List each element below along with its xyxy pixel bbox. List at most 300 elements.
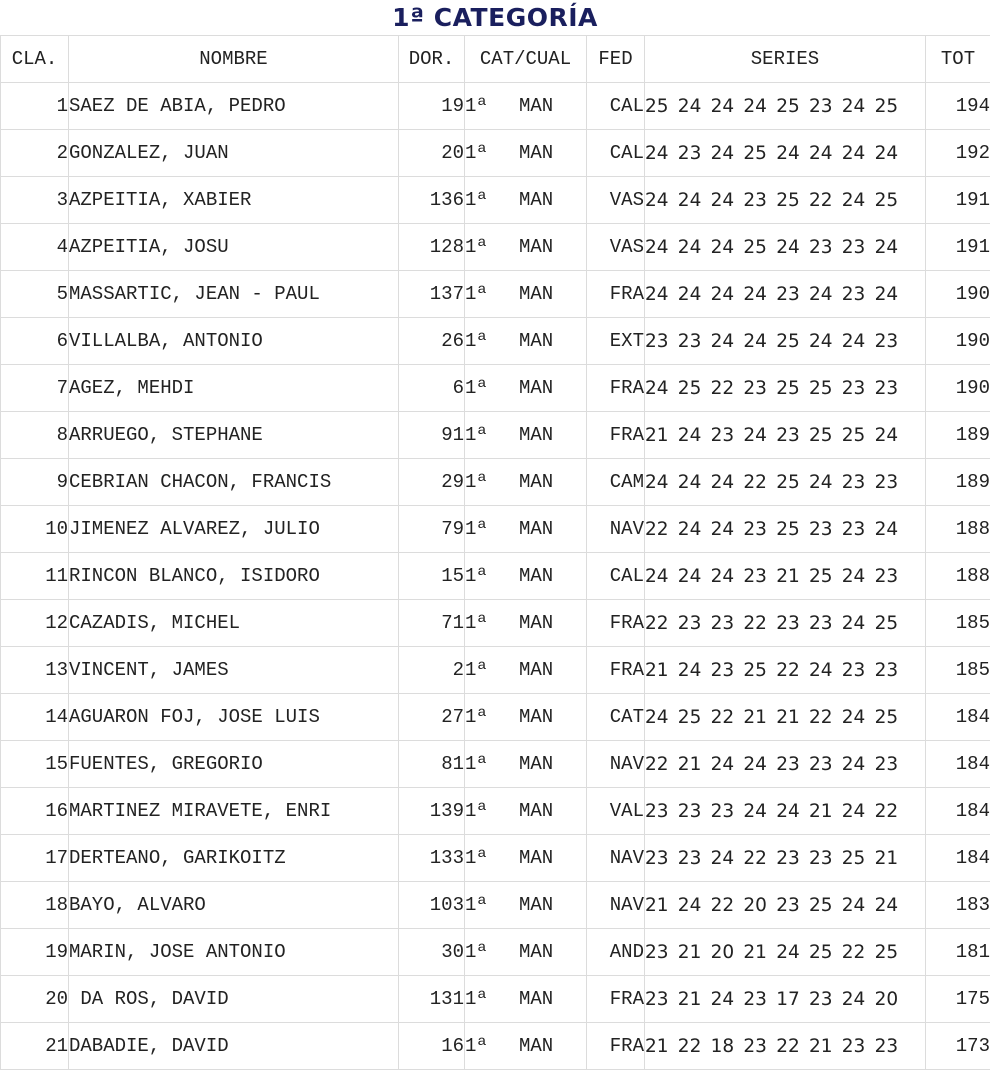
qualification: MAN — [519, 330, 554, 352]
athlete-name: MASSARTIC, JEAN - PAUL — [69, 283, 320, 305]
category-level: 1ª — [465, 847, 488, 869]
series-score: 23 — [841, 659, 866, 681]
series-score: 25 — [776, 518, 800, 540]
category-level: 1ª — [465, 706, 488, 728]
cell-nombre — [69, 741, 399, 788]
table-row — [1, 83, 990, 130]
series-score: 25 — [743, 659, 767, 681]
cell-nombre — [69, 506, 399, 553]
cell-tot: 185 — [926, 600, 990, 647]
qualification: MAN — [519, 142, 554, 164]
cell-nombre — [69, 318, 399, 365]
table-row — [1, 271, 990, 318]
category-level: 1ª — [465, 941, 488, 963]
table-row — [1, 929, 990, 976]
category-level: 1ª — [465, 95, 488, 117]
series-score: 25 — [874, 612, 899, 634]
qualification: MAN — [519, 988, 554, 1010]
cell-dor: 91 — [399, 412, 465, 459]
series-score: 25 — [743, 236, 767, 258]
cell-nombre — [69, 177, 399, 224]
cell-fed: FRA — [587, 1023, 645, 1070]
header-cat-cual: CAT/CUAL — [465, 36, 587, 83]
cell-series — [645, 1023, 926, 1070]
series-score: 25 — [677, 377, 702, 399]
cell-dor: 128 — [399, 224, 465, 271]
series-score: 24 — [808, 330, 833, 352]
table-row — [1, 976, 990, 1023]
table-row — [1, 835, 990, 882]
series-score: 21 — [677, 941, 702, 963]
cell-tot: 184 — [926, 741, 990, 788]
table-row — [1, 788, 990, 835]
series-score: 21 — [808, 800, 833, 822]
series-score: 24 — [841, 95, 866, 117]
cell-series — [645, 647, 926, 694]
cell-cat-cual — [465, 600, 587, 647]
series-score: 23 — [808, 988, 833, 1010]
cell-cat-cual — [465, 506, 587, 553]
cell-tot: 190 — [926, 318, 990, 365]
series-score: 23 — [776, 753, 800, 775]
athlete-name: VINCENT, JAMES — [69, 659, 229, 681]
qualification: MAN — [519, 706, 554, 728]
series-score: 24 — [808, 283, 833, 305]
series-score: 22 — [841, 941, 866, 963]
series-score: 23 — [874, 377, 899, 399]
table-row — [1, 647, 990, 694]
series-score: 23 — [710, 424, 735, 446]
series-score: 24 — [710, 471, 735, 493]
series-score: 24 — [743, 753, 767, 775]
table-body — [1, 83, 990, 1070]
series-score: 23 — [874, 1035, 899, 1057]
athlete-name: RINCON BLANCO, ISIDORO — [69, 565, 320, 587]
cell-fed: CAL — [587, 83, 645, 130]
cell-tot: 190 — [926, 271, 990, 318]
series-score: 24 — [710, 236, 735, 258]
table-row — [1, 130, 990, 177]
series-score: 20 — [710, 941, 735, 963]
series-score: 21 — [776, 565, 800, 587]
table-row — [1, 1023, 990, 1070]
series-score: 24 — [677, 424, 702, 446]
cell-tot: 184 — [926, 788, 990, 835]
series-score: 24 — [808, 142, 833, 164]
series-score: 23 — [677, 847, 702, 869]
cell-nombre — [69, 788, 399, 835]
series-score: 23 — [645, 800, 669, 822]
cell-tot: 188 — [926, 553, 990, 600]
cell-cla: 2 — [1, 130, 69, 177]
qualification: MAN — [519, 95, 554, 117]
qualification: MAN — [519, 753, 554, 775]
cell-dor: 2 — [399, 647, 465, 694]
series-score: 24 — [841, 988, 866, 1010]
series-score: 25 — [874, 941, 899, 963]
qualification: MAN — [519, 424, 554, 446]
series-score: 24 — [874, 894, 899, 916]
qualification: MAN — [519, 659, 554, 681]
series-score: 25 — [743, 142, 767, 164]
series-score: 24 — [874, 142, 899, 164]
series-score: 24 — [841, 612, 866, 634]
cell-dor: 136 — [399, 177, 465, 224]
cell-nombre — [69, 600, 399, 647]
category-level: 1ª — [465, 565, 488, 587]
series-score: 23 — [776, 283, 800, 305]
series-score: 22 — [645, 518, 669, 540]
series-score: 23 — [743, 377, 767, 399]
series-score: 24 — [743, 283, 767, 305]
cell-cla: 20 — [1, 976, 69, 1023]
series-score: 23 — [841, 518, 866, 540]
series-score: 23 — [841, 471, 866, 493]
cell-cla: 15 — [1, 741, 69, 788]
cell-series — [645, 788, 926, 835]
series-score: 24 — [645, 189, 669, 211]
series-score: 18 — [710, 1035, 735, 1057]
qualification: MAN — [519, 471, 554, 493]
cell-series — [645, 741, 926, 788]
series-score: 24 — [710, 189, 735, 211]
cell-nombre — [69, 882, 399, 929]
series-score: 24 — [677, 471, 702, 493]
header-series: SERIES — [645, 36, 926, 83]
series-score: 25 — [776, 471, 800, 493]
cell-cla: 5 — [1, 271, 69, 318]
series-score: 24 — [841, 800, 866, 822]
cell-series — [645, 882, 926, 929]
table-row — [1, 412, 990, 459]
series-score: 24 — [677, 894, 702, 916]
series-score: 24 — [677, 95, 702, 117]
series-score: 24 — [743, 424, 767, 446]
series-score: 24 — [710, 95, 735, 117]
athlete-name: ARRUEGO, STEPHANE — [69, 424, 263, 446]
series-score: 23 — [677, 330, 702, 352]
series-score: 24 — [808, 659, 833, 681]
cell-nombre — [69, 459, 399, 506]
athlete-name: DERTEANO, GARIKOITZ — [69, 847, 286, 869]
cell-fed: FRA — [587, 976, 645, 1023]
cell-fed: FRA — [587, 271, 645, 318]
series-score: 25 — [776, 95, 800, 117]
series-score: 23 — [808, 95, 833, 117]
category-level: 1ª — [465, 283, 488, 305]
athlete-name: CAZADIS, MICHEL — [69, 612, 241, 634]
series-score: 23 — [776, 847, 800, 869]
table-row — [1, 224, 990, 271]
cell-nombre — [69, 412, 399, 459]
series-score: 25 — [808, 894, 833, 916]
cell-cla: 4 — [1, 224, 69, 271]
cell-cat-cual — [465, 976, 587, 1023]
series-score: 24 — [776, 236, 800, 258]
cell-fed: VAS — [587, 224, 645, 271]
cell-cat-cual — [465, 224, 587, 271]
athlete-name: AZPEITIA, XABIER — [69, 189, 252, 211]
series-score: 22 — [776, 659, 800, 681]
series-score: 24 — [710, 988, 735, 1010]
series-score: 20 — [743, 894, 767, 916]
table-row — [1, 694, 990, 741]
series-score: 24 — [743, 330, 767, 352]
cell-fed: AND — [587, 929, 645, 976]
cell-tot: 192 — [926, 130, 990, 177]
cell-cat-cual — [465, 1023, 587, 1070]
cell-fed: CAL — [587, 130, 645, 177]
category-level: 1ª — [465, 988, 488, 1010]
series-score: 23 — [808, 236, 833, 258]
cell-cat-cual — [465, 647, 587, 694]
series-score: 22 — [710, 894, 735, 916]
series-score: 23 — [710, 800, 735, 822]
series-score: 24 — [874, 518, 899, 540]
cell-dor: 26 — [399, 318, 465, 365]
cell-cat-cual — [465, 553, 587, 600]
cell-series — [645, 271, 926, 318]
series-score: 25 — [841, 847, 866, 869]
athlete-name: MARIN, JOSE ANTONIO — [69, 941, 286, 963]
athlete-name: AZPEITIA, JOSU — [69, 236, 229, 258]
cell-tot: 184 — [926, 835, 990, 882]
cell-dor: 103 — [399, 882, 465, 929]
cell-cla: 8 — [1, 412, 69, 459]
cell-tot: 189 — [926, 459, 990, 506]
series-score: 22 — [743, 612, 767, 634]
header-tot: TOT — [926, 36, 990, 83]
cell-cla: 11 — [1, 553, 69, 600]
cell-cla: 1 — [1, 83, 69, 130]
qualification: MAN — [519, 189, 554, 211]
series-score: 21 — [645, 424, 669, 446]
cell-fed: NAV — [587, 882, 645, 929]
cell-dor: 15 — [399, 553, 465, 600]
series-score: 22 — [776, 1035, 800, 1057]
series-score: 23 — [874, 659, 899, 681]
series-score: 24 — [677, 659, 702, 681]
cell-tot: 189 — [926, 412, 990, 459]
series-score: 21 — [677, 988, 702, 1010]
cell-series — [645, 600, 926, 647]
cell-cla: 7 — [1, 365, 69, 412]
series-score: 24 — [710, 330, 735, 352]
cell-fed: VAS — [587, 177, 645, 224]
series-score: 23 — [841, 1035, 866, 1057]
table-row — [1, 365, 990, 412]
cell-tot: 184 — [926, 694, 990, 741]
cell-cla: 9 — [1, 459, 69, 506]
series-score: 24 — [874, 283, 899, 305]
series-score: 24 — [743, 800, 767, 822]
athlete-name: MARTINEZ MIRAVETE, ENRI — [69, 800, 332, 822]
series-score: 17 — [776, 988, 800, 1010]
series-score: 21 — [808, 1035, 833, 1057]
series-score: 23 — [776, 894, 800, 916]
cell-cat-cual — [465, 177, 587, 224]
series-score: 24 — [776, 941, 800, 963]
series-score: 22 — [743, 847, 767, 869]
cell-dor: 71 — [399, 600, 465, 647]
series-score: 24 — [841, 706, 866, 728]
category-level: 1ª — [465, 659, 488, 681]
series-score: 23 — [743, 518, 767, 540]
athlete-name: FUENTES, GREGORIO — [69, 753, 263, 775]
series-score: 24 — [841, 142, 866, 164]
cell-tot: 194 — [926, 83, 990, 130]
table-header — [1, 36, 990, 83]
table-row — [1, 882, 990, 929]
series-score: 23 — [743, 988, 767, 1010]
series-score: 25 — [808, 377, 833, 399]
series-score: 25 — [677, 706, 702, 728]
qualification: MAN — [519, 612, 554, 634]
series-score: 22 — [677, 1035, 702, 1057]
series-score: 25 — [841, 424, 866, 446]
series-score: 21 — [645, 1035, 669, 1057]
category-level: 1ª — [465, 471, 488, 493]
series-score: 24 — [677, 189, 702, 211]
series-score: 24 — [710, 847, 735, 869]
cell-nombre — [69, 130, 399, 177]
series-score: 22 — [808, 189, 833, 211]
series-score: 24 — [841, 753, 866, 775]
series-score: 22 — [808, 706, 833, 728]
series-score: 23 — [874, 565, 899, 587]
cell-series — [645, 506, 926, 553]
cell-cat-cual — [465, 741, 587, 788]
cell-nombre — [69, 976, 399, 1023]
header-nombre: NOMBRE — [69, 36, 399, 83]
series-score: 23 — [743, 189, 767, 211]
cell-fed: FRA — [587, 647, 645, 694]
athlete-name: DABADIE, DAVID — [69, 1035, 229, 1057]
cell-cla: 21 — [1, 1023, 69, 1070]
series-score: 23 — [710, 659, 735, 681]
cell-nombre — [69, 553, 399, 600]
cell-cla: 10 — [1, 506, 69, 553]
cell-nombre — [69, 694, 399, 741]
series-score: 23 — [841, 283, 866, 305]
series-score: 24 — [645, 706, 669, 728]
cell-series — [645, 318, 926, 365]
series-score: 21 — [677, 753, 702, 775]
series-score: 23 — [677, 142, 702, 164]
series-score: 23 — [677, 800, 702, 822]
series-score: 23 — [808, 518, 833, 540]
cell-fed: NAV — [587, 506, 645, 553]
cell-series — [645, 835, 926, 882]
cell-cat-cual — [465, 83, 587, 130]
cell-nombre — [69, 647, 399, 694]
cell-cla: 18 — [1, 882, 69, 929]
category-level: 1ª — [465, 753, 488, 775]
cell-tot: 185 — [926, 647, 990, 694]
qualification: MAN — [519, 236, 554, 258]
cell-tot: 188 — [926, 506, 990, 553]
qualification: MAN — [519, 283, 554, 305]
category-level: 1ª — [465, 189, 488, 211]
series-score: 24 — [677, 518, 702, 540]
series-score: 24 — [710, 518, 735, 540]
athlete-name: AGEZ, MEHDI — [69, 377, 195, 399]
cell-cla: 13 — [1, 647, 69, 694]
cell-series — [645, 929, 926, 976]
cell-nombre — [69, 835, 399, 882]
qualification: MAN — [519, 1035, 554, 1057]
qualification: MAN — [519, 565, 554, 587]
athlete-name: AGUARON FOJ, JOSE LUIS — [69, 706, 320, 728]
header-fed: FED — [587, 36, 645, 83]
series-score: 24 — [710, 283, 735, 305]
series-score: 24 — [808, 471, 833, 493]
cell-dor: 6 — [399, 365, 465, 412]
cell-series — [645, 976, 926, 1023]
cell-fed: NAV — [587, 835, 645, 882]
category-level: 1ª — [465, 424, 488, 446]
cell-fed: CAT — [587, 694, 645, 741]
category-level: 1ª — [465, 518, 488, 540]
series-score: 21 — [874, 847, 899, 869]
series-score: 25 — [776, 330, 800, 352]
cell-series — [645, 224, 926, 271]
table-row — [1, 459, 990, 506]
series-score: 24 — [874, 236, 899, 258]
cell-dor: 131 — [399, 976, 465, 1023]
category-level: 1ª — [465, 236, 488, 258]
series-score: 23 — [645, 330, 669, 352]
series-score: 25 — [808, 565, 833, 587]
series-score: 24 — [841, 565, 866, 587]
series-score: 23 — [677, 612, 702, 634]
cell-cat-cual — [465, 459, 587, 506]
series-score: 25 — [874, 95, 899, 117]
series-score: 25 — [776, 377, 800, 399]
cell-cla: 19 — [1, 929, 69, 976]
series-score: 23 — [808, 612, 833, 634]
series-score: 23 — [808, 753, 833, 775]
series-score: 24 — [645, 471, 669, 493]
series-score: 25 — [808, 941, 833, 963]
cell-dor: 20 — [399, 130, 465, 177]
qualification: MAN — [519, 377, 554, 399]
series-score: 21 — [743, 941, 767, 963]
results-table — [0, 35, 990, 1070]
cell-tot: 173 — [926, 1023, 990, 1070]
header-dor: DOR. — [399, 36, 465, 83]
cell-tot: 191 — [926, 224, 990, 271]
cell-nombre — [69, 271, 399, 318]
series-score: 20 — [874, 988, 899, 1010]
cell-series — [645, 694, 926, 741]
cell-cat-cual — [465, 788, 587, 835]
cell-dor: 16 — [399, 1023, 465, 1070]
series-score: 22 — [645, 753, 669, 775]
qualification: MAN — [519, 800, 554, 822]
series-score: 25 — [874, 706, 899, 728]
cell-cla: 16 — [1, 788, 69, 835]
series-score: 23 — [841, 236, 866, 258]
athlete-name: BAYO, ALVARO — [69, 894, 206, 916]
category-level: 1ª — [465, 612, 488, 634]
series-score: 24 — [645, 142, 669, 164]
cell-cat-cual — [465, 835, 587, 882]
series-score: 23 — [874, 471, 899, 493]
series-score: 23 — [808, 847, 833, 869]
cell-cla: 14 — [1, 694, 69, 741]
series-score: 23 — [776, 612, 800, 634]
